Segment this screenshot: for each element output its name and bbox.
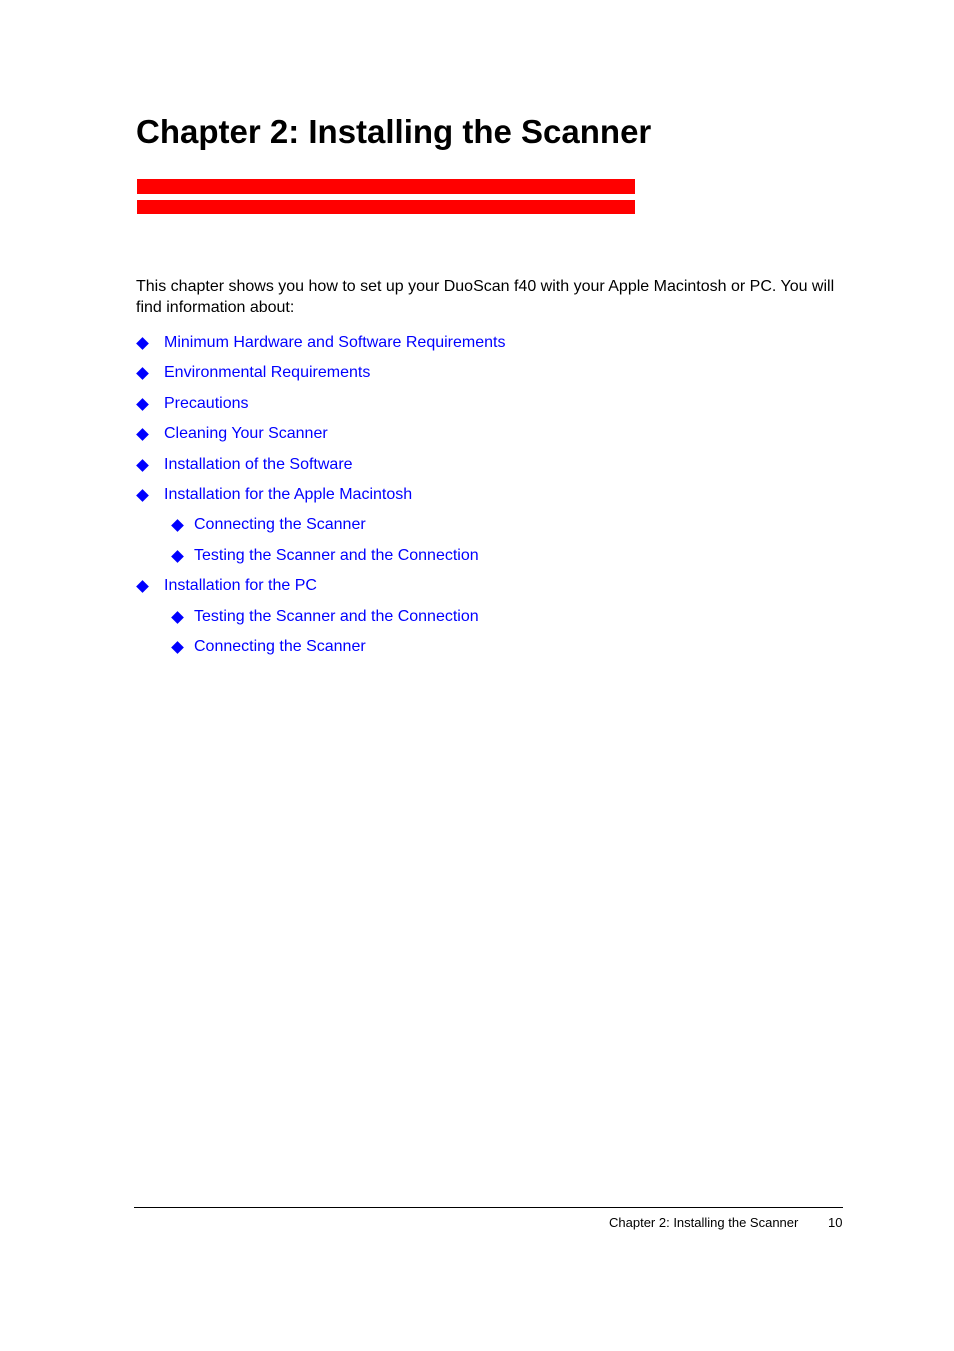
diamond-bullet-icon bbox=[136, 489, 149, 502]
diamond-bullet-icon bbox=[136, 398, 149, 411]
footer-divider bbox=[134, 1207, 843, 1208]
toc-link[interactable]: Connecting the Scanner bbox=[194, 638, 366, 655]
toc-link[interactable]: Precautions bbox=[164, 395, 249, 412]
toc-item-pc[interactable] bbox=[138, 576, 317, 596]
toc-link[interactable]: Installation for the Apple Macintosh bbox=[164, 486, 413, 503]
diamond-bullet-icon bbox=[171, 641, 184, 654]
diamond-bullet-icon bbox=[136, 459, 149, 472]
diamond-bullet-icon bbox=[171, 611, 184, 624]
footer-chapter-title: Chapter 2: Installing the Scanner bbox=[609, 1215, 799, 1230]
toc-subitem-mac-connecting[interactable] bbox=[173, 515, 366, 535]
intro-paragraph: This chapter shows you how to set up your DuoScan f40 with your Apple Macintosh or PC. You will find information about: bbox=[136, 278, 835, 316]
toc-item-precautions[interactable] bbox=[138, 394, 249, 414]
toc-link[interactable]: Testing the Scanner and the Connection bbox=[194, 547, 479, 564]
toc-link[interactable]: Environmental Requirements bbox=[164, 364, 371, 381]
footer-page-number: 10 bbox=[828, 1215, 843, 1230]
toc-subitem-pc-connecting[interactable] bbox=[173, 637, 366, 657]
toc-link[interactable]: Connecting the Scanner bbox=[194, 516, 366, 533]
diamond-bullet-icon bbox=[136, 580, 149, 593]
toc-link[interactable]: Minimum Hardware and Software Requirements bbox=[164, 334, 506, 351]
toc-item-macintosh[interactable] bbox=[138, 485, 412, 505]
toc-item-requirements[interactable] bbox=[138, 333, 505, 353]
toc-item-cleaning[interactable] bbox=[138, 424, 328, 444]
title-rule-top bbox=[137, 179, 635, 194]
toc-link[interactable]: Testing the Scanner and the Connection bbox=[194, 608, 479, 625]
diamond-bullet-icon bbox=[171, 550, 184, 563]
toc-link[interactable]: Installation for the PC bbox=[164, 577, 317, 594]
diamond-bullet-icon bbox=[136, 428, 149, 441]
diamond-bullet-icon bbox=[136, 337, 149, 350]
toc-link[interactable]: Installation of the Software bbox=[164, 456, 353, 473]
diamond-bullet-icon bbox=[136, 367, 149, 380]
diamond-bullet-icon bbox=[171, 519, 184, 532]
title-rule-bottom bbox=[137, 200, 635, 214]
toc-link[interactable]: Cleaning Your Scanner bbox=[164, 425, 328, 442]
toc-item-software[interactable] bbox=[138, 455, 353, 475]
toc-subitem-pc-testing[interactable] bbox=[173, 607, 479, 627]
toc-item-environmental[interactable] bbox=[138, 363, 370, 383]
page-title: Chapter 2: Installing the Scanner bbox=[136, 113, 652, 150]
toc-subitem-mac-testing[interactable] bbox=[173, 546, 479, 566]
